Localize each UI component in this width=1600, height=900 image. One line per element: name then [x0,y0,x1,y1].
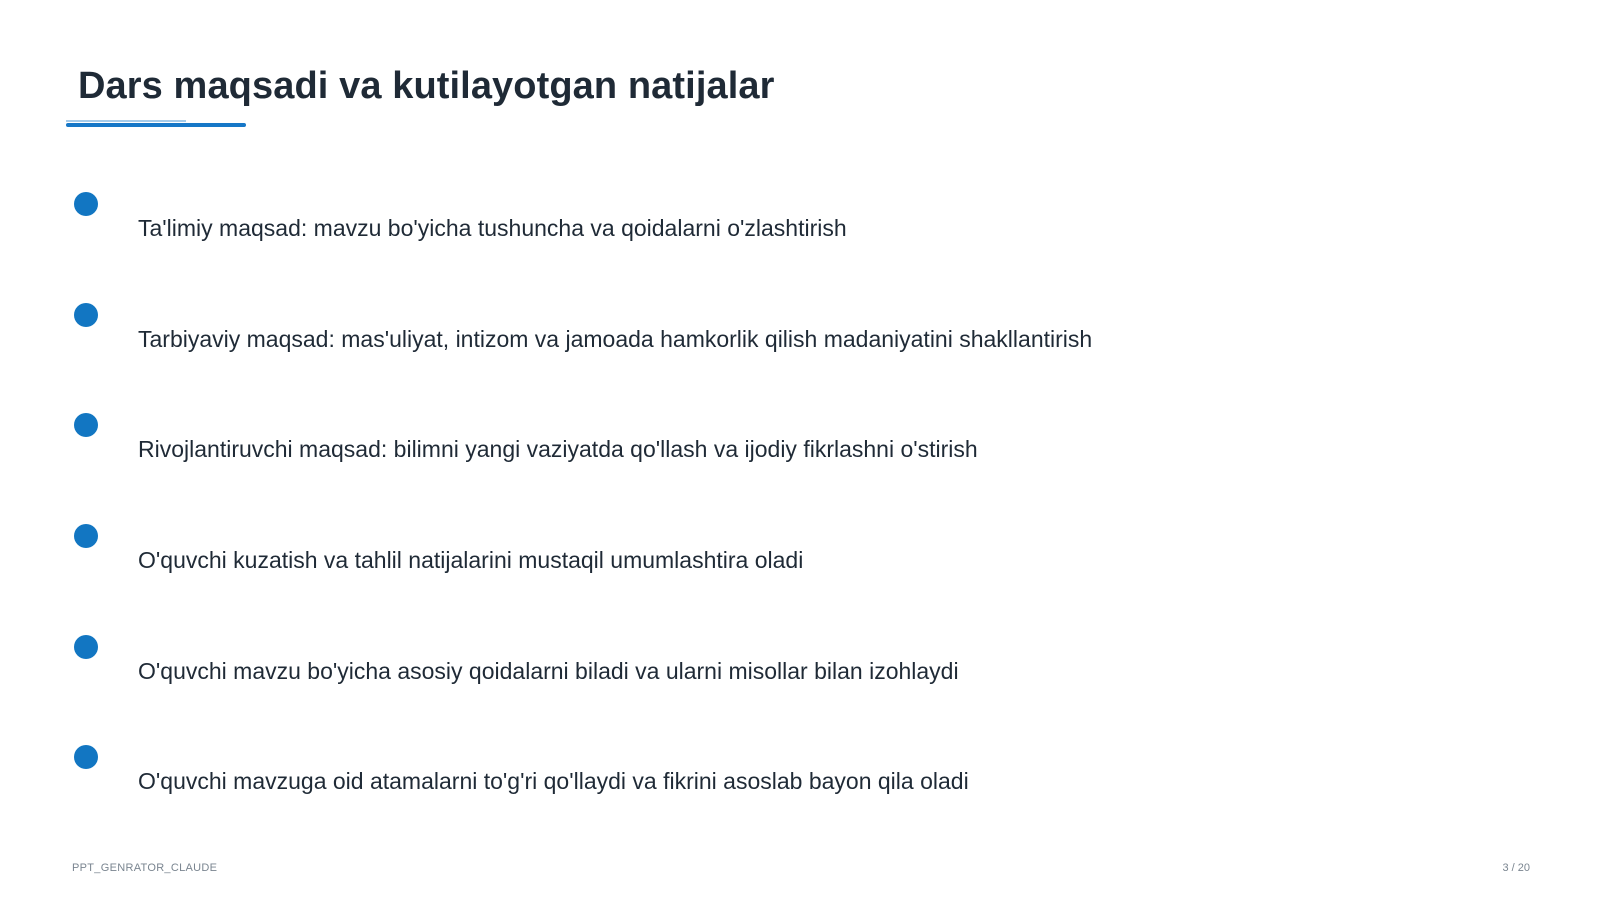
list-item [0,192,1600,262]
bullet-text: O'quvchi mavzuga oid atamalarni to'g'ri qo'llaydi va fikrini asoslab bayon qila oladi [138,768,969,794]
list-item [0,303,1600,373]
bullet-dot-icon [74,303,98,327]
bullet-dot-icon [74,413,98,437]
list-item [0,745,1600,815]
slide-title: Dars maqsadi va kutilayotgan natijalar [78,65,775,107]
footer-source: PPT_GENRATOR_CLAUDE [72,862,218,874]
list-item [0,635,1600,705]
bullet-text: O'quvchi kuzatish va tahlil natijalarini mustaqil umumlashtira oladi [138,547,804,573]
bullet-text: Ta'limiy maqsad: mavzu bo'yicha tushuncha va qoidalarni o'zlashtirish [138,215,847,241]
list-item [0,524,1600,594]
bullet-dot-icon [74,745,98,769]
bullet-dot-icon [74,635,98,659]
bullet-dot-icon [74,524,98,548]
bullet-text: O'quvchi mavzu bo'yicha asosiy qoidalarni biladi va ularni misollar bilan izohlaydi [138,658,959,684]
list-item [0,413,1600,483]
page-number: 3 / 20 [1502,862,1530,874]
bullet-dot-icon [74,192,98,216]
bullet-text: Tarbiyaviy maqsad: mas'uliyat, intizom va jamoada hamkorlik qilish madaniyatini shakllantirish [138,326,1093,352]
bullet-text: Rivojlantiruvchi maqsad: bilimni yangi vaziyatda qo'llash va ijodiy fikrlashni o'stirish [138,436,978,462]
